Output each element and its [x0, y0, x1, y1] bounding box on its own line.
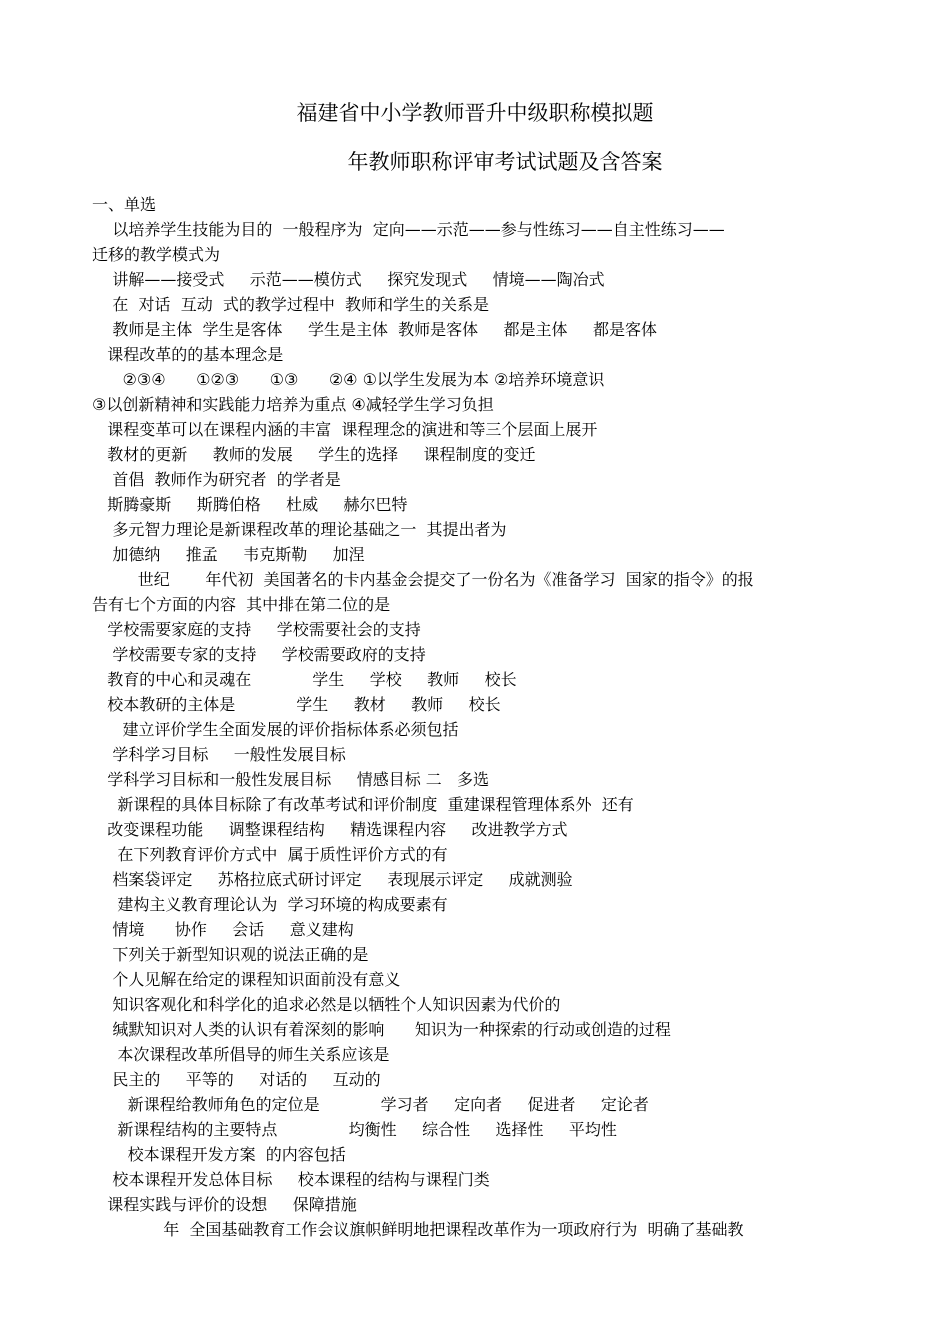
question-text: 建立评价学生全面发展的评价指标体系必须包括: [92, 720, 459, 739]
question-text: 课程改革的的基本理念是: [92, 345, 284, 364]
question-text: 在 对话 互动 式的教学过程中 教师和学生的关系是: [92, 295, 490, 314]
question-text: 首倡 教师作为研究者 的学者是: [92, 470, 341, 489]
answer-options: ②③④ ①②③ ①③ ②④ ①以学生发展为本 ②培养环境意识: [92, 370, 605, 389]
question-text: 多元智力理论是新课程改革的理论基础之一 其提出者为: [92, 520, 507, 539]
answer-options: 学科学习目标和一般性发展目标 情感目标 二 多选: [92, 770, 490, 789]
answer-options: 档案袋评定 苏格拉底式研讨评定 表现展示评定 成就测验: [92, 870, 573, 889]
answer-options: 教师是主体 学生是客体 学生是主体 教师是客体 都是主体 都是客体: [92, 320, 657, 339]
question-text: 年 全国基础教育工作会议旗帜鲜明地把课程改革作为一项政府行为 明确了基础教: [92, 1220, 744, 1239]
question-text: 下列关于新型知识观的说法正确的是: [92, 945, 369, 964]
answer-options: 斯腾豪斯 斯腾伯格 杜威 赫尔巴特: [92, 495, 408, 514]
answer-options: ③以创新精神和实践能力培养为重点 ④减轻学生学习负担: [92, 395, 494, 414]
section-heading: 一、单选: [92, 195, 157, 214]
answer-options: 课程实践与评价的设想 保障措施: [92, 1195, 357, 1214]
answer-options: 教材的更新 教师的发展 学生的选择 课程制度的变迁: [92, 445, 536, 464]
question-text: 校本课程开发方案 的内容包括: [92, 1145, 346, 1164]
question-text: 课程变革可以在课程内涵的丰富 课程理念的演进和等三个层面上展开: [92, 420, 598, 439]
answer-options: 个人见解在给定的课程知识面前没有意义: [92, 970, 401, 989]
answer-options: 缄默知识对人类的认识有着深刻的影响 知识为一种探索的行动或创造的过程: [92, 1020, 671, 1039]
answer-options: 改变课程功能 调整课程结构 精选课程内容 改进教学方式: [92, 820, 568, 839]
answer-options: 学科学习目标 一般性发展目标: [92, 745, 346, 764]
question-text: 迁移的教学模式为: [92, 245, 221, 264]
answer-options: 民主的 平等的 对话的 互动的: [92, 1070, 381, 1089]
answer-options: 加德纳 推孟 韦克斯勒 加涅: [92, 545, 365, 564]
question-text: 新课程的具体目标除了有改革考试和评价制度 重建课程管理体系外 还有: [92, 795, 634, 814]
document-subtitle: 年教师职称评审考试试题及含答案: [347, 150, 663, 174]
answer-options: 学校需要专家的支持 学校需要政府的支持: [92, 645, 426, 664]
question-text: 教育的中心和灵魂在 学生 学校 教师 校长: [92, 670, 517, 689]
question-text: 本次课程改革所倡导的师生关系应该是: [92, 1045, 390, 1064]
question-text: 在下列教育评价方式中 属于质性评价方式的有: [92, 845, 448, 864]
answer-options: 情境 协作 会话 意义建构: [92, 920, 354, 939]
answer-options: 校本课程开发总体目标 校本课程的结构与课程门类: [92, 1170, 490, 1189]
question-text: 建构主义教育理论认为 学习环境的构成要素有: [92, 895, 448, 914]
question-text: 以培养学生技能为目的 一般程序为 定向——示范——参与性练习——自主性练习——: [92, 220, 725, 239]
answer-options: 学校需要家庭的支持 学校需要社会的支持: [92, 620, 421, 639]
document-title: 福建省中小学教师晋升中级职称模拟题: [296, 101, 654, 125]
question-text: 新课程给教师角色的定位是 学习者 定向者 促进者 定论者: [92, 1095, 649, 1114]
answer-options: 知识客观化和科学化的追求必然是以牺牲个人知识因素为代价的: [92, 995, 561, 1014]
answer-options: 讲解——接受式 示范——模仿式 探究发现式 情境——陶冶式: [92, 270, 605, 289]
question-text: 告有七个方面的内容 其中排在第二位的是: [92, 595, 391, 614]
question-text: 世纪 年代初 美国著名的卡内基金会提交了一份名为《准备学习 国家的指令》的报: [92, 570, 754, 589]
question-text: 校本教研的主体是 学生 教材 教师 校长: [92, 695, 501, 714]
question-text: 新课程结构的主要特点 均衡性 综合性 选择性 平均性: [92, 1120, 617, 1139]
